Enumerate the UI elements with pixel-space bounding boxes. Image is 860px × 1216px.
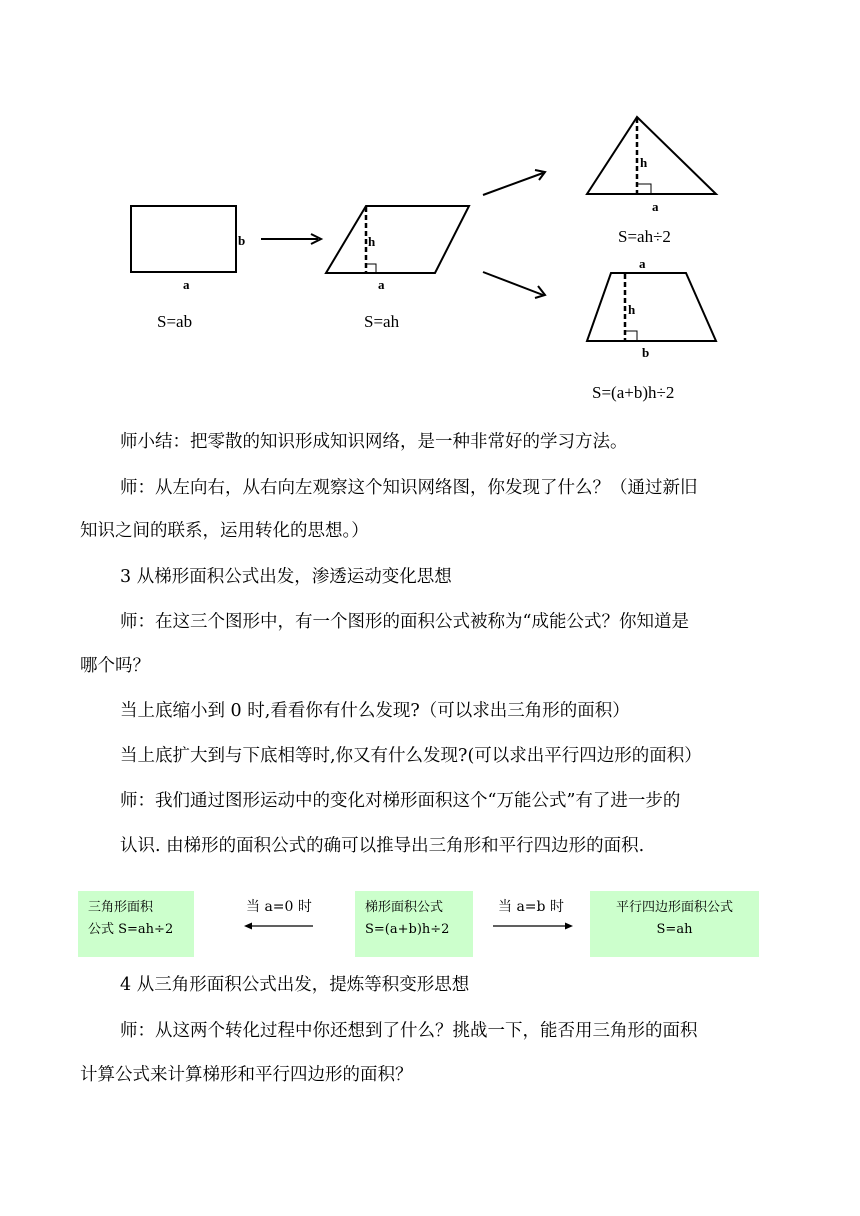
paragraph-question-line2: 哪个吗？ — [80, 656, 150, 676]
paragraph-question-line1: 师：在这三个图形中，有一个图形的面积公式被称为“成能公式？你知道是 — [120, 612, 689, 632]
parallelogram-base-label: a — [378, 277, 385, 292]
trapezoid-shape — [587, 273, 716, 341]
paragraph-expand: 当上底扩大到与下底相等时,你又有什么发现?(可以求出平行四边形的面积） — [120, 746, 702, 766]
paragraph-challenge-line1: 师：从这两个转化过程中你还想到了什么？挑战一下，能否用三角形的面积 — [120, 1021, 698, 1041]
arrow-left-icon — [244, 920, 314, 932]
shape-network-svg — [0, 0, 860, 410]
trapezoid-area-box — [355, 891, 473, 957]
right-angle-mark — [637, 184, 651, 193]
paragraph-shrink: 当上底缩小到 0 时,看看你有什么发现?（可以求出三角形的面积） — [120, 701, 630, 721]
rectangle-formula: S=ab — [157, 312, 193, 331]
condition-a-equals-b: 当 a=b 时 — [498, 899, 564, 915]
paragraph-universal-line1: 师：我们通过图形运动中的变化对梯形面积这个“万能公式”有了进一步的 — [120, 791, 681, 811]
condition-a-zero: 当 a=0 时 — [246, 899, 312, 915]
arrow-right-icon — [493, 920, 573, 932]
arrow-up-right-icon — [483, 170, 545, 195]
right-angle-mark — [366, 264, 376, 272]
trapezoid-area-box-line2: S=(a+b)h÷2 — [365, 922, 450, 937]
parallelogram-height-label: h — [368, 234, 376, 249]
section-heading-3: 3 从梯形面积公式出发，渗透运动变化思想 — [120, 567, 452, 587]
triangle-shape — [587, 117, 716, 194]
triangle-height-label: h — [640, 155, 648, 170]
trapezoid-formula: S=(a+b)h÷2 — [592, 383, 675, 402]
parallelogram-area-box-line2: S=ah — [656, 922, 693, 937]
triangle-area-box-line2: 公式 S=ah÷2 — [88, 922, 174, 937]
paragraph-observe-line1: 师：从左向右，从右向左观察这个知识网络图，你发现了什么？（通过新旧 — [120, 478, 698, 498]
parallelogram-shape — [326, 206, 469, 273]
trapezoid-area-box-line1: 梯形面积公式 — [365, 900, 444, 915]
triangle-base-label: a — [652, 199, 659, 214]
paragraph-observe-line2: 知识之间的联系，运用转化的思想。） — [80, 521, 369, 541]
paragraph-challenge-line2: 计算公式来计算梯形和平行四边形的面积？ — [80, 1065, 413, 1085]
triangle-area-box — [78, 891, 194, 957]
triangle-formula: S=ah÷2 — [618, 227, 671, 246]
parallelogram-area-box-line1: 平行四边形面积公式 — [615, 900, 733, 915]
triangle-area-box-line1: 三角形面积 — [88, 900, 154, 915]
section-heading-4: 4 从三角形面积公式出发，提炼等积变形思想 — [120, 975, 470, 995]
parallelogram-formula: S=ah — [364, 312, 400, 331]
trapezoid-top-label: a — [639, 256, 646, 271]
shape-network-figure — [0, 0, 860, 410]
paragraph-universal-line2: 认识. 由梯形的面积公式的确可以推导出三角形和平行四边形的面积. — [120, 836, 645, 856]
rectangle-shape — [131, 206, 236, 272]
parallelogram-area-box — [590, 891, 759, 957]
arrow-down-right-icon — [483, 272, 545, 298]
paragraph-summary: 师小结：把零散的知识形成知识网络，是一种非常好的学习方法。 — [120, 432, 628, 452]
arrow-right-icon — [261, 234, 321, 244]
right-angle-mark — [625, 331, 637, 340]
rectangle-base-label: a — [183, 277, 190, 292]
trapezoid-bottom-label: b — [642, 345, 650, 360]
trapezoid-height-label: h — [628, 302, 636, 317]
rectangle-side-label: b — [238, 233, 246, 248]
